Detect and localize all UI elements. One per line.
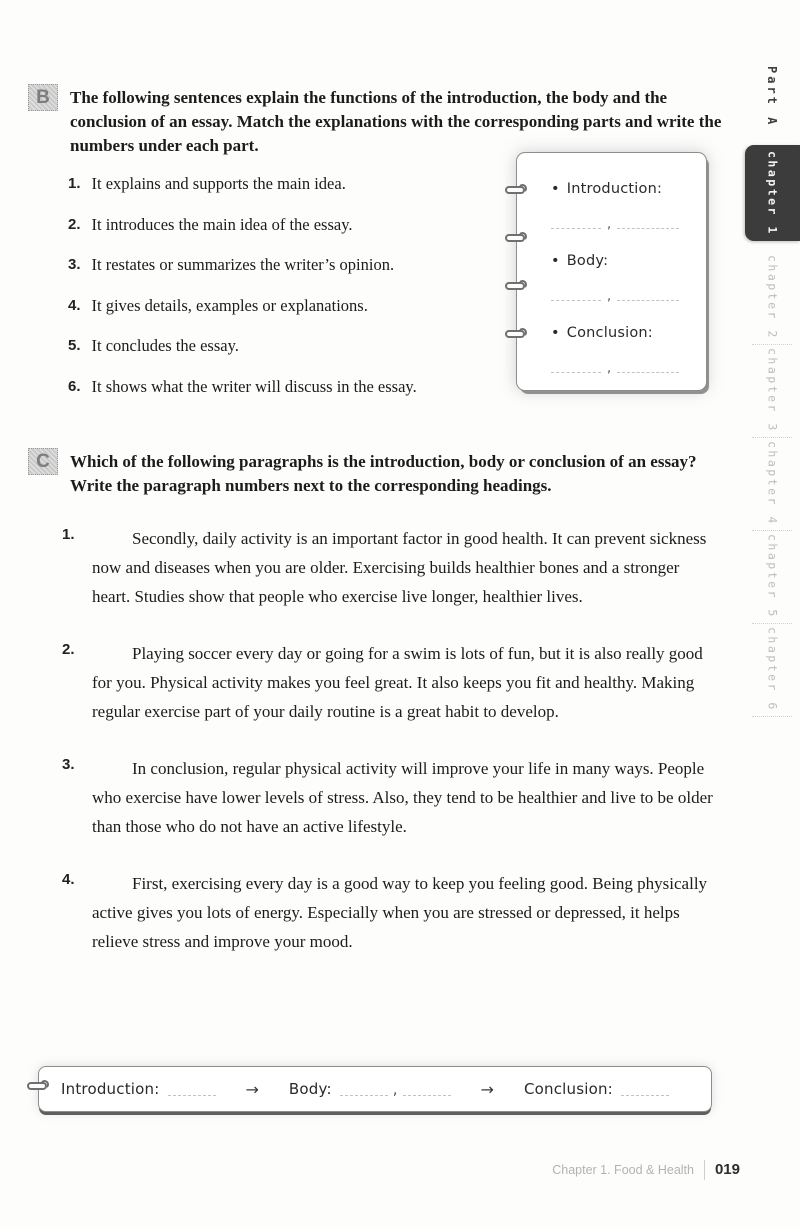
section-c-instructions: Which of the following paragraphs is the introduction, body or conclusion of an essay? Write the paragraph numbers next to the corresponding headings. [70, 452, 697, 495]
answer-bar-body-blank-2[interactable] [403, 1082, 451, 1096]
entry-label-text: Body: [566, 253, 609, 269]
blank-separator: , [607, 361, 612, 376]
answer-bar-conclusion-label: Conclusion: [523, 1080, 613, 1098]
item-number: 5. [68, 337, 81, 354]
entry-label-text: Conclusion: [566, 325, 653, 341]
exercise-b-list [68, 174, 508, 396]
bullet-icon: • [551, 181, 560, 197]
paragraph-row [62, 754, 722, 841]
item-number: 1. [68, 175, 81, 192]
paragraph-number: 3. [62, 756, 75, 773]
item-number: 2. [68, 215, 81, 233]
entry-label [551, 181, 692, 199]
sidebar-item-chapter-5[interactable]: chapter 5 [765, 533, 780, 619]
binder-ring-icon [27, 1082, 47, 1090]
notepad [516, 152, 707, 391]
answer-bar-body-blank-1[interactable] [340, 1082, 388, 1096]
tab-divider [752, 623, 792, 624]
entry-label-text: Introduction: [566, 181, 663, 197]
section-b-header [28, 84, 742, 158]
item-text: It restates or summarizes the writer’s opinion. [91, 255, 395, 274]
bullet-icon: • [551, 253, 560, 269]
section-c-header [28, 448, 742, 498]
list-item [68, 255, 508, 274]
introduction-answer-blank-1[interactable] [551, 219, 601, 229]
entry-blanks [551, 361, 692, 376]
footer-chapter-title: Chapter 1. Food & Health [552, 1163, 694, 1177]
page-footer [552, 1160, 740, 1180]
item-text: It concludes the essay. [91, 336, 239, 355]
paragraph-list [62, 524, 722, 956]
list-item [68, 174, 508, 193]
list-item [68, 296, 508, 315]
entry-blanks [551, 289, 692, 304]
notepad-entry-body [551, 253, 692, 304]
binder-ring-icon [505, 234, 525, 242]
section-b-badge: B [28, 84, 58, 111]
entry-label [551, 325, 692, 343]
part-label: Part A [765, 66, 779, 128]
item-text: It gives details, examples or explanations. [91, 295, 368, 315]
tab-divider [752, 530, 792, 531]
list-item [68, 215, 508, 234]
item-text: It introduces the main idea of the essay. [91, 214, 353, 234]
tab-divider [752, 716, 792, 717]
conclusion-answer-blank-1[interactable] [551, 363, 601, 373]
paragraph-row [62, 869, 722, 956]
entry-label [551, 253, 692, 271]
blank-separator: , [392, 1080, 398, 1098]
sidebar-item-chapter-4[interactable]: chapter 4 [765, 440, 780, 526]
answer-bar-intro-label: Introduction: [61, 1080, 160, 1098]
binder-ring-icon [505, 186, 525, 194]
section-c [28, 448, 742, 984]
list-item [68, 336, 508, 355]
bullet-icon: • [551, 325, 560, 341]
item-number: 6. [68, 377, 81, 395]
blank-separator: , [607, 217, 612, 232]
item-number: 4. [68, 296, 81, 314]
item-text: It explains and supports the main idea. [91, 174, 346, 193]
paragraph-number: 1. [62, 526, 75, 543]
answer-bar-body-label: Body: [288, 1080, 332, 1098]
paragraph-row [62, 639, 722, 726]
blank-separator: , [607, 289, 612, 304]
footer-page-number: 019 [704, 1160, 740, 1180]
answer-bar-intro-blank[interactable] [168, 1082, 216, 1096]
paragraph-text: Playing soccer every day or going for a swim is lots of fun, but it is also really good for you. Physical activity makes you feel great. It also keeps you fit and healthy. Making regular exercise part of your daily routine is a great habit to develop. [92, 644, 703, 721]
chapter-sidebar [744, 0, 800, 1229]
sidebar-item-chapter-3[interactable]: chapter 3 [765, 347, 780, 433]
introduction-answer-blank-2[interactable] [617, 219, 679, 229]
arrow-icon: → [480, 1079, 494, 1099]
answer-bar-conclusion-blank[interactable] [621, 1082, 669, 1096]
conclusion-answer-blank-2[interactable] [617, 363, 679, 373]
arrow-icon: → [245, 1079, 259, 1099]
paragraph-text: In conclusion, regular physical activity will improve your life in many ways. People who exercise have lower levels of stress. Also, they tend to be healthier and live to be older than those who do not have an active lifestyle. [92, 759, 713, 836]
item-number: 3. [68, 256, 81, 273]
notepad-entry-conclusion [551, 325, 692, 376]
tab-divider [752, 437, 792, 438]
body-answer-blank-2[interactable] [617, 291, 679, 301]
sidebar-item-chapter-2[interactable]: chapter 2 [765, 254, 780, 340]
section-b-instructions: The following sentences explain the functions of the introduction, the body and the conclusion of an essay. Match the explanations with the corresponding parts and write the numbers under each part. [70, 88, 722, 155]
paragraph-number: 4. [62, 871, 75, 888]
paragraph-text: First, exercising every day is a good way to keep you feeling good. Being physically active gives you lots of energy. Especially when you are stressed or depressed, it helps relieve stress and improve your mood. [92, 874, 708, 951]
section-c-badge: C [28, 448, 58, 475]
body-answer-blank-1[interactable] [551, 291, 601, 301]
answer-bar [38, 1066, 712, 1112]
binder-ring-icon [505, 282, 525, 290]
list-item [68, 377, 508, 396]
tab-divider [752, 344, 792, 345]
item-text: It shows what the writer will discuss in the essay. [91, 376, 417, 396]
paragraph-row [62, 524, 722, 611]
sidebar-item-chapter-6[interactable]: chapter 6 [765, 626, 780, 712]
sidebar-item-chapter-1[interactable]: chapter 1 [745, 145, 800, 241]
notepad-entry-introduction [551, 181, 692, 232]
paragraph-number: 2. [62, 641, 75, 658]
paragraph-text: Secondly, daily activity is an important factor in good health. It can prevent sickness now and diseases when you are older. Exercising builds healthier bones and a stronger heart. Studies show that people who exercise live longer, healthier lives. [92, 529, 707, 606]
binder-ring-icon [505, 330, 525, 338]
entry-blanks [551, 217, 692, 232]
